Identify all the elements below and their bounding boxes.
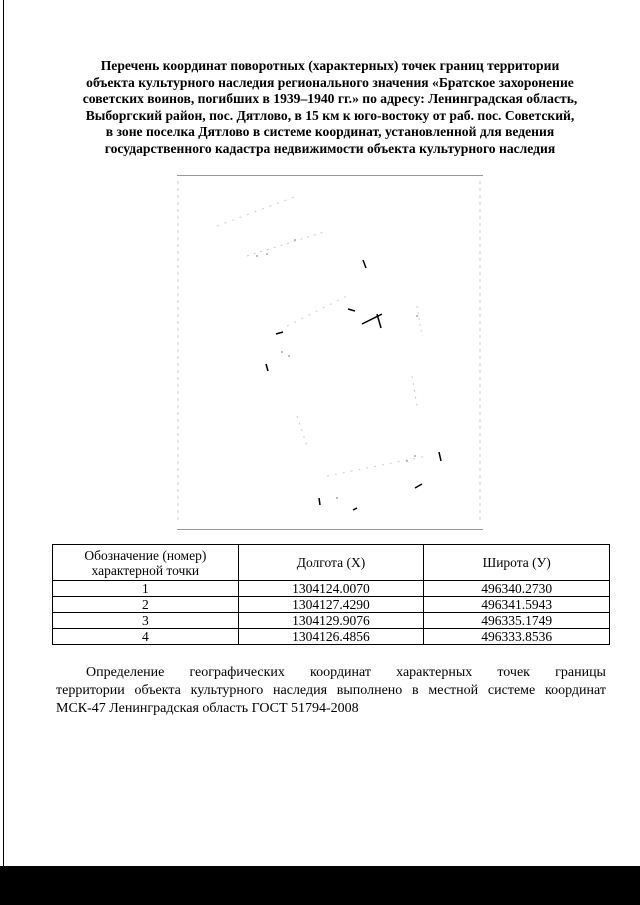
note-word: Определение [86, 665, 165, 680]
note-word: границы [555, 665, 606, 680]
column-header-point: Обозначение (номер) характерной точки [53, 545, 239, 581]
longitude-value: 1304124.0070 [238, 581, 424, 597]
scan-bottom-edge [0, 866, 640, 905]
longitude-value: 1304126.4856 [238, 629, 424, 645]
latitude-value: 496341.5943 [424, 597, 610, 613]
title-line: советских воинов, погибших в 1939–1940 гг.» по адресу: Ленинградская область, [82, 91, 578, 107]
note-line-1 [56, 664, 606, 682]
note-word: координат [310, 665, 372, 680]
table-row [53, 597, 610, 613]
latitude-value: 496335.1749 [424, 613, 610, 629]
coordinate-system-note [56, 664, 606, 718]
latitude-value: 496333.8536 [424, 629, 610, 645]
point-number: 3 [53, 613, 239, 629]
longitude-value: 1304127.4290 [238, 597, 424, 613]
title-line: Выборгский район, пос. Дятлово, в 15 км к юго-востоку от раб. пос. Советский, [85, 107, 575, 123]
point-number: 2 [53, 597, 239, 613]
coordinates-table [52, 544, 610, 645]
faded-map-drawing [177, 176, 483, 529]
title-line: государственного кадастра недвижимости объекта культурного наследия [104, 140, 556, 156]
page-left-edge-rule [3, 0, 4, 866]
title-line: объекта культурного наследия регионального значения «Братское захоронение [86, 74, 574, 90]
point-number: 4 [53, 629, 239, 645]
boundary-scheme-image [177, 175, 483, 530]
title-line: Перечень координат поворотных (характерных) точек границ территории [100, 58, 560, 73]
title-line: в зоне поселка Дятлово в системе координат, установленной для ведения [105, 124, 555, 140]
note-line-2: территории объекта культурного наследия выполнено в местной системе координат [56, 683, 606, 698]
table-row [53, 581, 610, 597]
table-row [53, 629, 610, 645]
note-word: точек [497, 665, 530, 680]
table-header-row [53, 545, 610, 581]
longitude-value: 1304129.9076 [238, 613, 424, 629]
note-line-3: МСК-47 Ленинградская область ГОСТ 51794-2008 [56, 701, 359, 716]
note-word: географических [189, 665, 285, 680]
note-word: характерных [396, 665, 473, 680]
table-row [53, 613, 610, 629]
column-header-longitude: Долгота (X) [238, 545, 424, 581]
point-number: 1 [53, 581, 239, 597]
latitude-value: 496340.2730 [424, 581, 610, 597]
document-title [52, 58, 608, 158]
column-header-latitude: Широта (У) [424, 545, 610, 581]
